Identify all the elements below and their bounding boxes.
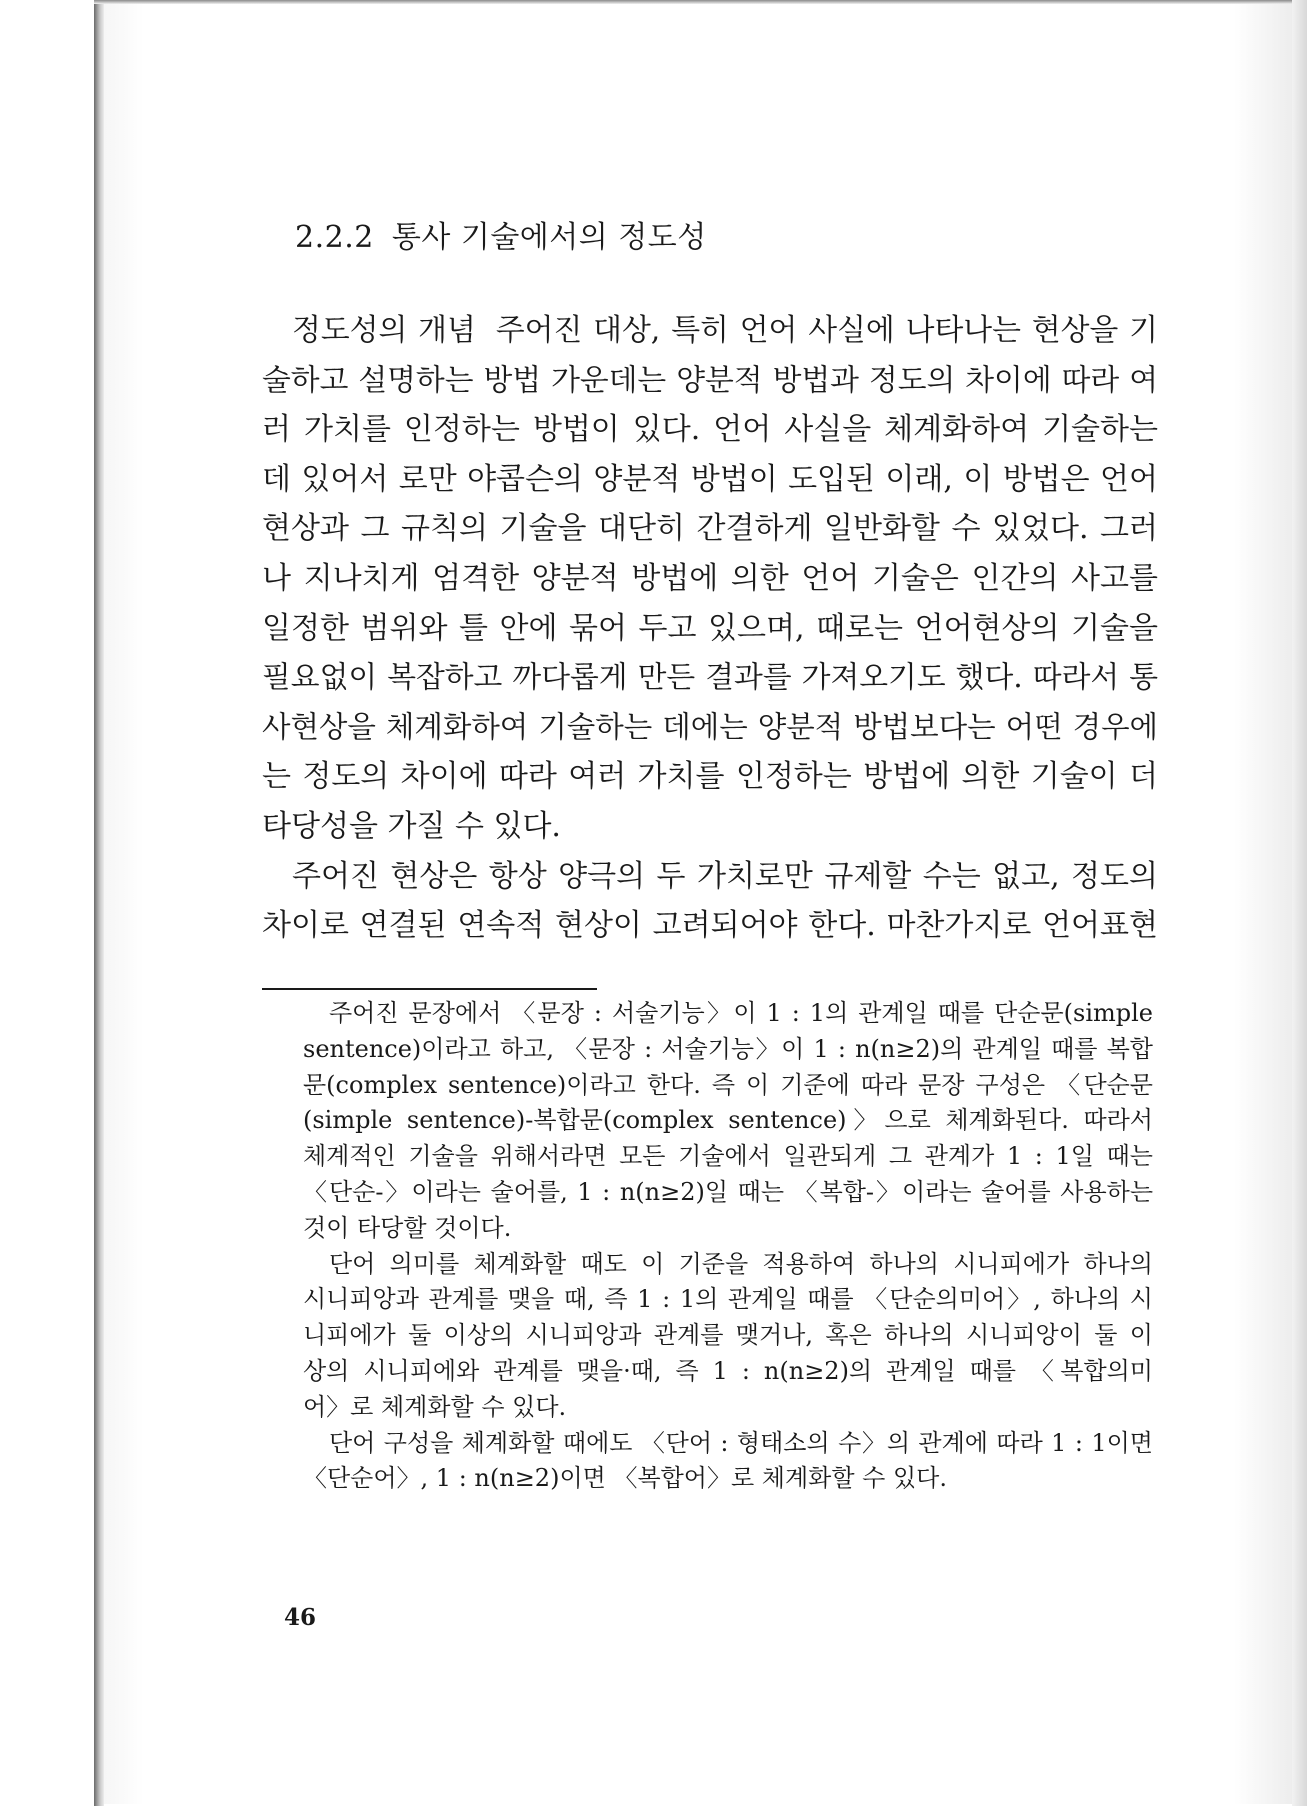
text-line: 현상과 그 규칙의 기술을 대단히 간결하게 일반화할 수 있었다. 그러 <box>262 511 1158 547</box>
text-line: 사현상을 체계화하여 기술하는 데에는 양분적 방법보다는 어떤 경우에 <box>262 709 1158 744</box>
section-heading <box>295 212 707 256</box>
footnote-line: 주어진 문장에서 〈문장 : 서술기능〉이 1 : 1의 관계일 때를 단순문(simple <box>329 999 1153 1027</box>
text-line: 차이로 연결된 연속적 현상이 고려되어야 한다. 마찬가지로 언어표현 <box>262 908 1158 944</box>
footnote-line: 상의 시니피에와 관계를 맺을·때, 즉 1 : n(n≥2)의 관계일 때를 〈복합의미 <box>303 1356 1153 1385</box>
text-line: 러 가치를 인정하는 방법이 있다. 언어 사실을 체계화하여 기술하는 <box>262 412 1158 448</box>
text-line: 필요없이 복잡하고 까다롭게 만든 결과를 가져오기도 했다. 따라서 통 <box>262 660 1158 696</box>
body-text <box>262 306 1158 951</box>
footnote-line: (simple sentence)-복합문(complex sentence)〉으로 체계화된다. 따라서 <box>303 1106 1153 1135</box>
footnote-line: 단어 구성을 체계화할 때에도 〈단어 : 형태소의 수〉의 관계에 따라 1 : 1이면 <box>329 1428 1153 1457</box>
footnote-line: 단어 의미를 체계화할 때도 이 기준을 적용하여 하나의 시니피에가 하나의 <box>329 1249 1153 1278</box>
text-line: 타당성을 가질 수 있다. <box>262 808 561 844</box>
footnote-line: 문(complex sentence)이라고 한다. 즉 이 기준에 따라 문장 구성은 〈단순문 <box>303 1070 1153 1099</box>
page-right-shadow <box>1292 0 1307 1806</box>
footnote-divider <box>262 988 597 990</box>
paragraph-term: 정도성의 개념 <box>292 313 476 348</box>
book-spine-edge <box>94 0 104 1806</box>
text-line: 는 정도의 차이에 따라 여러 가치를 인정하는 방법에 의한 기술이 더 <box>262 759 1158 795</box>
footnotes <box>303 996 1153 1497</box>
footnote-line: 〈단순-〉이라는 술어를, 1 : n(n≥2)일 때는 〈복합-〉이라는 술어를 사용하는 <box>303 1177 1153 1206</box>
text-line: 데 있어서 로만 야콥슨의 양분적 방법이 도입된 이래, 이 방법은 언어 <box>262 461 1158 497</box>
footnote-line: sentence)이라고 하고, 〈문장 : 서술기능〉이 1 : n(n≥2)의 관계일 때를 복합 <box>303 1034 1153 1063</box>
text-line: 일정한 범위와 틀 안에 묶어 두고 있으며, 때로는 언어현상의 기술을 <box>262 610 1158 646</box>
footnote-line: 것이 타당할 것이다. <box>303 1213 512 1242</box>
text-line: 술하고 설명하는 방법 가운데는 양분적 방법과 정도의 차이에 따라 여 <box>262 362 1158 398</box>
footnote-line: 〈단순어〉, 1 : n(n≥2)이면 〈복합어〉로 체계화할 수 있다. <box>303 1464 947 1493</box>
footnote-line: 체계적인 기술을 위해서라면 모든 기술에서 일관되게 그 관계가 1 : 1일 때는 <box>303 1142 1153 1171</box>
section-title: 통사 기술에서의 정도성 <box>391 220 707 255</box>
page-number: 46 <box>284 1604 317 1631</box>
footnote-line: 시니피앙과 관계를 맺을 때, 즉 1 : 1의 관계일 때를 〈단순의미어〉, 하나의 시 <box>303 1285 1153 1314</box>
text-line: 정도성의 개념 주어진 대상, 특히 언어 사실에 나타나는 현상을 기 <box>292 313 1158 348</box>
text-line: 주어진 현상은 항상 양극의 두 가치로만 규제할 수는 없고, 정도의 <box>292 858 1158 894</box>
text-line: 나 지나치게 엄격한 양분적 방법에 의한 언어 기술은 인간의 사고를 <box>262 560 1158 596</box>
footnote-line: 어〉로 체계화할 수 있다. <box>303 1392 567 1421</box>
footnote-line: 니피에가 둘 이상의 시니피앙과 관계를 맺거나, 혹은 하나의 시니피앙이 둘 이 <box>303 1321 1153 1350</box>
section-number: 2.2.2 <box>295 220 374 255</box>
